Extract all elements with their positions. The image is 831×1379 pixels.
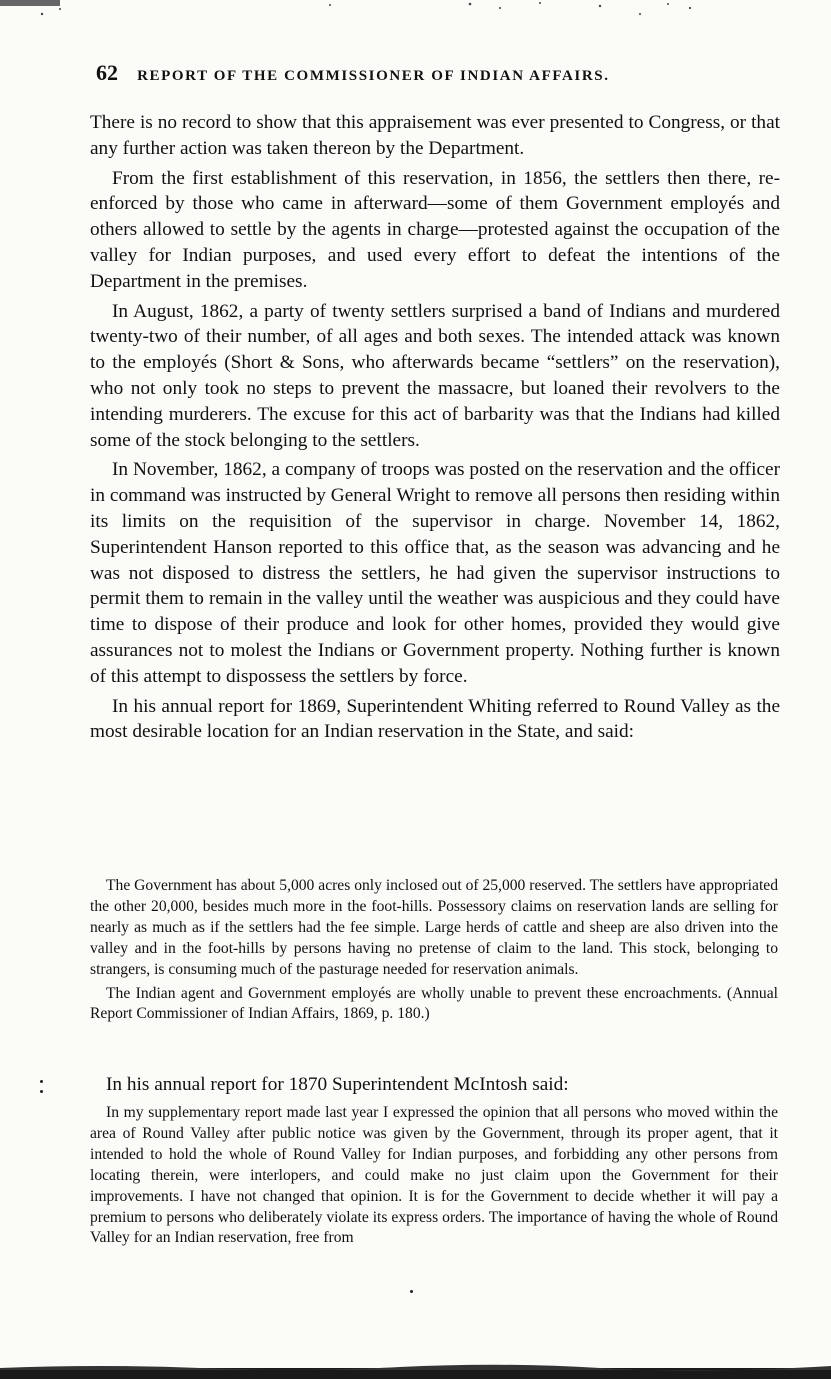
block-quote-1870: [90, 1103, 778, 1252]
paragraph: In his annual report for 1869, Superintendent Whiting referred to Round Valley as the most desirable location for an Indian reservation in the State, and said:: [90, 695, 780, 743]
intro-1870: In his annual report for 1870 Superintendent McIntosh said:: [106, 1074, 569, 1095]
paragraph: In November, 1862, a company of troops was posted on the reservation and the officer in command was instructed by General Wright to remove all persons then residing within its limits on the requisition of the supervisor in charge. November 14, 1862, Superintendent Hanson reported to this office that, as the season was advancing and he was not disposed to distress the settlers, he had given the supervisor instructions to permit them to remain in the valley until the weather was auspicious and they could have time to dispose of their produce and look for other homes, provided they would give assurances not to molest the Indians or Government property. Nothing further is known of this attempt to dispossess the settlers by force.: [90, 459, 780, 687]
quote-paragraph: In my supplementary report made last year I expressed the opinion that all persons who moved within the area of Round Valley after public notice was given by the Government, through its proper agent, that it intended to hold the whole of Round Valley for Indian purposes, and forbidding any other persons from locating therein, were interlopers, and could make no just claim upon the Government for their improvements. I have not changed that opinion. It is for the Government to decide whether it will pay a premium to persons who deliberately violate its express orders. The importance of having the whole of Round Valley for an Indian reservation, free from: [90, 1104, 778, 1247]
margin-mark: [410, 1290, 413, 1293]
quote-paragraph: The Government has about 5,000 acres only inclosed out of 25,000 reserved. The settlers have appropriated the other 20,000, besides much more in the foot-hills. Possessory claims on reservation lands are selling for nearly as much as if the settlers had the fee simple. Large herds of cattle and sheep are also driven into the valley and in the foot-hills by persons having no pretense of claim to the land. This stock, belonging to strangers, is consuming much of the pasturage needed for reservation animals.: [90, 877, 778, 978]
page-header: [96, 60, 736, 94]
page-number: 62: [96, 60, 118, 85]
block-quote-1869: [90, 876, 778, 1028]
paragraph: In August, 1862, a party of twenty settlers surprised a band of Indians and murdered twenty-two of their number, of all ages and both sexes. The intended attack was known to the employés (Short & Sons, who afterwards became “settlers” on the reservation), who not only took no steps to prevent the massacre, but loaned their revolvers to the intending murderers. The excuse for this act of barbarity was that the Indians had killed some of the stock belonging to the settlers.: [90, 300, 780, 451]
margin-mark: [40, 1090, 43, 1093]
paragraph: From the first establishment of this reservation, in 1856, the settlers then there, re-enforced by those who came in afterward—some of them Government employés and others allowed to settle by the agents in charge—protested against the occupation of the valley for Indian purposes, and used every effort to defeat the intentions of the Department in the premises.: [90, 167, 780, 292]
quote-paragraph: The Indian agent and Government employés are wholly unable to prevent these encroachments. (Annual Report Commissioner of Indian Affairs, 1869, p. 180.): [90, 984, 778, 1023]
running-title: REPORT OF THE COMMISSIONER OF INDIAN AFFAIRS.: [137, 68, 610, 84]
scan-speckle: [0, 0, 831, 40]
scan-edge: [0, 1362, 831, 1379]
main-text: [90, 110, 780, 749]
paragraph: There is no record to show that this appraisement was ever presented to Congress, or that any further action was taken thereon by the Department.: [90, 112, 780, 159]
margin-mark: [40, 1080, 43, 1083]
